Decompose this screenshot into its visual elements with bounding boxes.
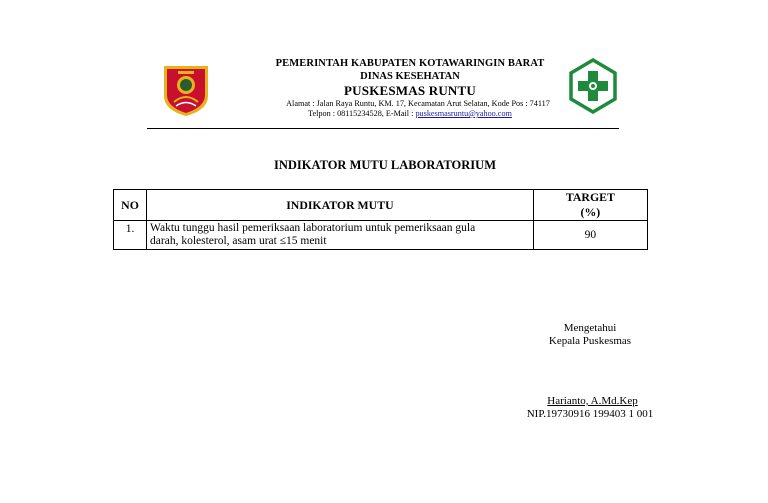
row-indicator-line1: Waktu tunggu hasil pemeriksaan laboratorium untuk pemeriksaan gula xyxy=(150,222,476,234)
letterhead-contact xyxy=(230,109,590,118)
header-target xyxy=(533,190,647,221)
signature-nip: NIP.19730916 199403 1 001 xyxy=(526,408,654,420)
signature-name: Harianto, A.Md.Kep xyxy=(547,395,638,407)
table-header-row xyxy=(114,190,648,221)
email-link[interactable]: puskesmasruntu@yahoo.com xyxy=(415,109,512,118)
indicator-table xyxy=(113,189,648,250)
header-target-label: TARGET xyxy=(565,190,615,204)
header-no: NO xyxy=(114,190,147,221)
row-indicator xyxy=(147,221,534,250)
header-target-unit: (%) xyxy=(580,205,601,219)
letterhead-address: Alamat : Jalan Raya Runtu, KM. 17, Kecamatan Arut Selatan, Kode Pos : 74117 xyxy=(286,99,550,108)
signature-acknowledge: Mengetahui xyxy=(563,322,617,334)
letterhead-divider xyxy=(147,128,619,129)
letterhead-department: DINAS KESEHATAN xyxy=(360,71,460,82)
table-row xyxy=(114,221,648,250)
row-target: 90 xyxy=(533,221,647,250)
document-title: INDIKATOR MUTU LABORATORIUM xyxy=(273,158,496,172)
row-indicator-line2: darah, kolesterol, asam urat ≤15 menit xyxy=(150,235,327,247)
row-no: 1. xyxy=(114,221,147,250)
letterhead-phone: Telpon : 08115234528, E-Mail : xyxy=(308,109,416,118)
letterhead-government: PEMERINTAH KABUPATEN KOTAWARINGIN BARAT xyxy=(275,58,545,69)
letterhead-puskesmas: PUSKESMAS RUNTU xyxy=(344,83,476,98)
regency-crest-icon xyxy=(160,62,212,118)
header-indicator: INDIKATOR MUTU xyxy=(147,190,534,221)
signature-role: Kepala Puskesmas xyxy=(548,335,632,347)
